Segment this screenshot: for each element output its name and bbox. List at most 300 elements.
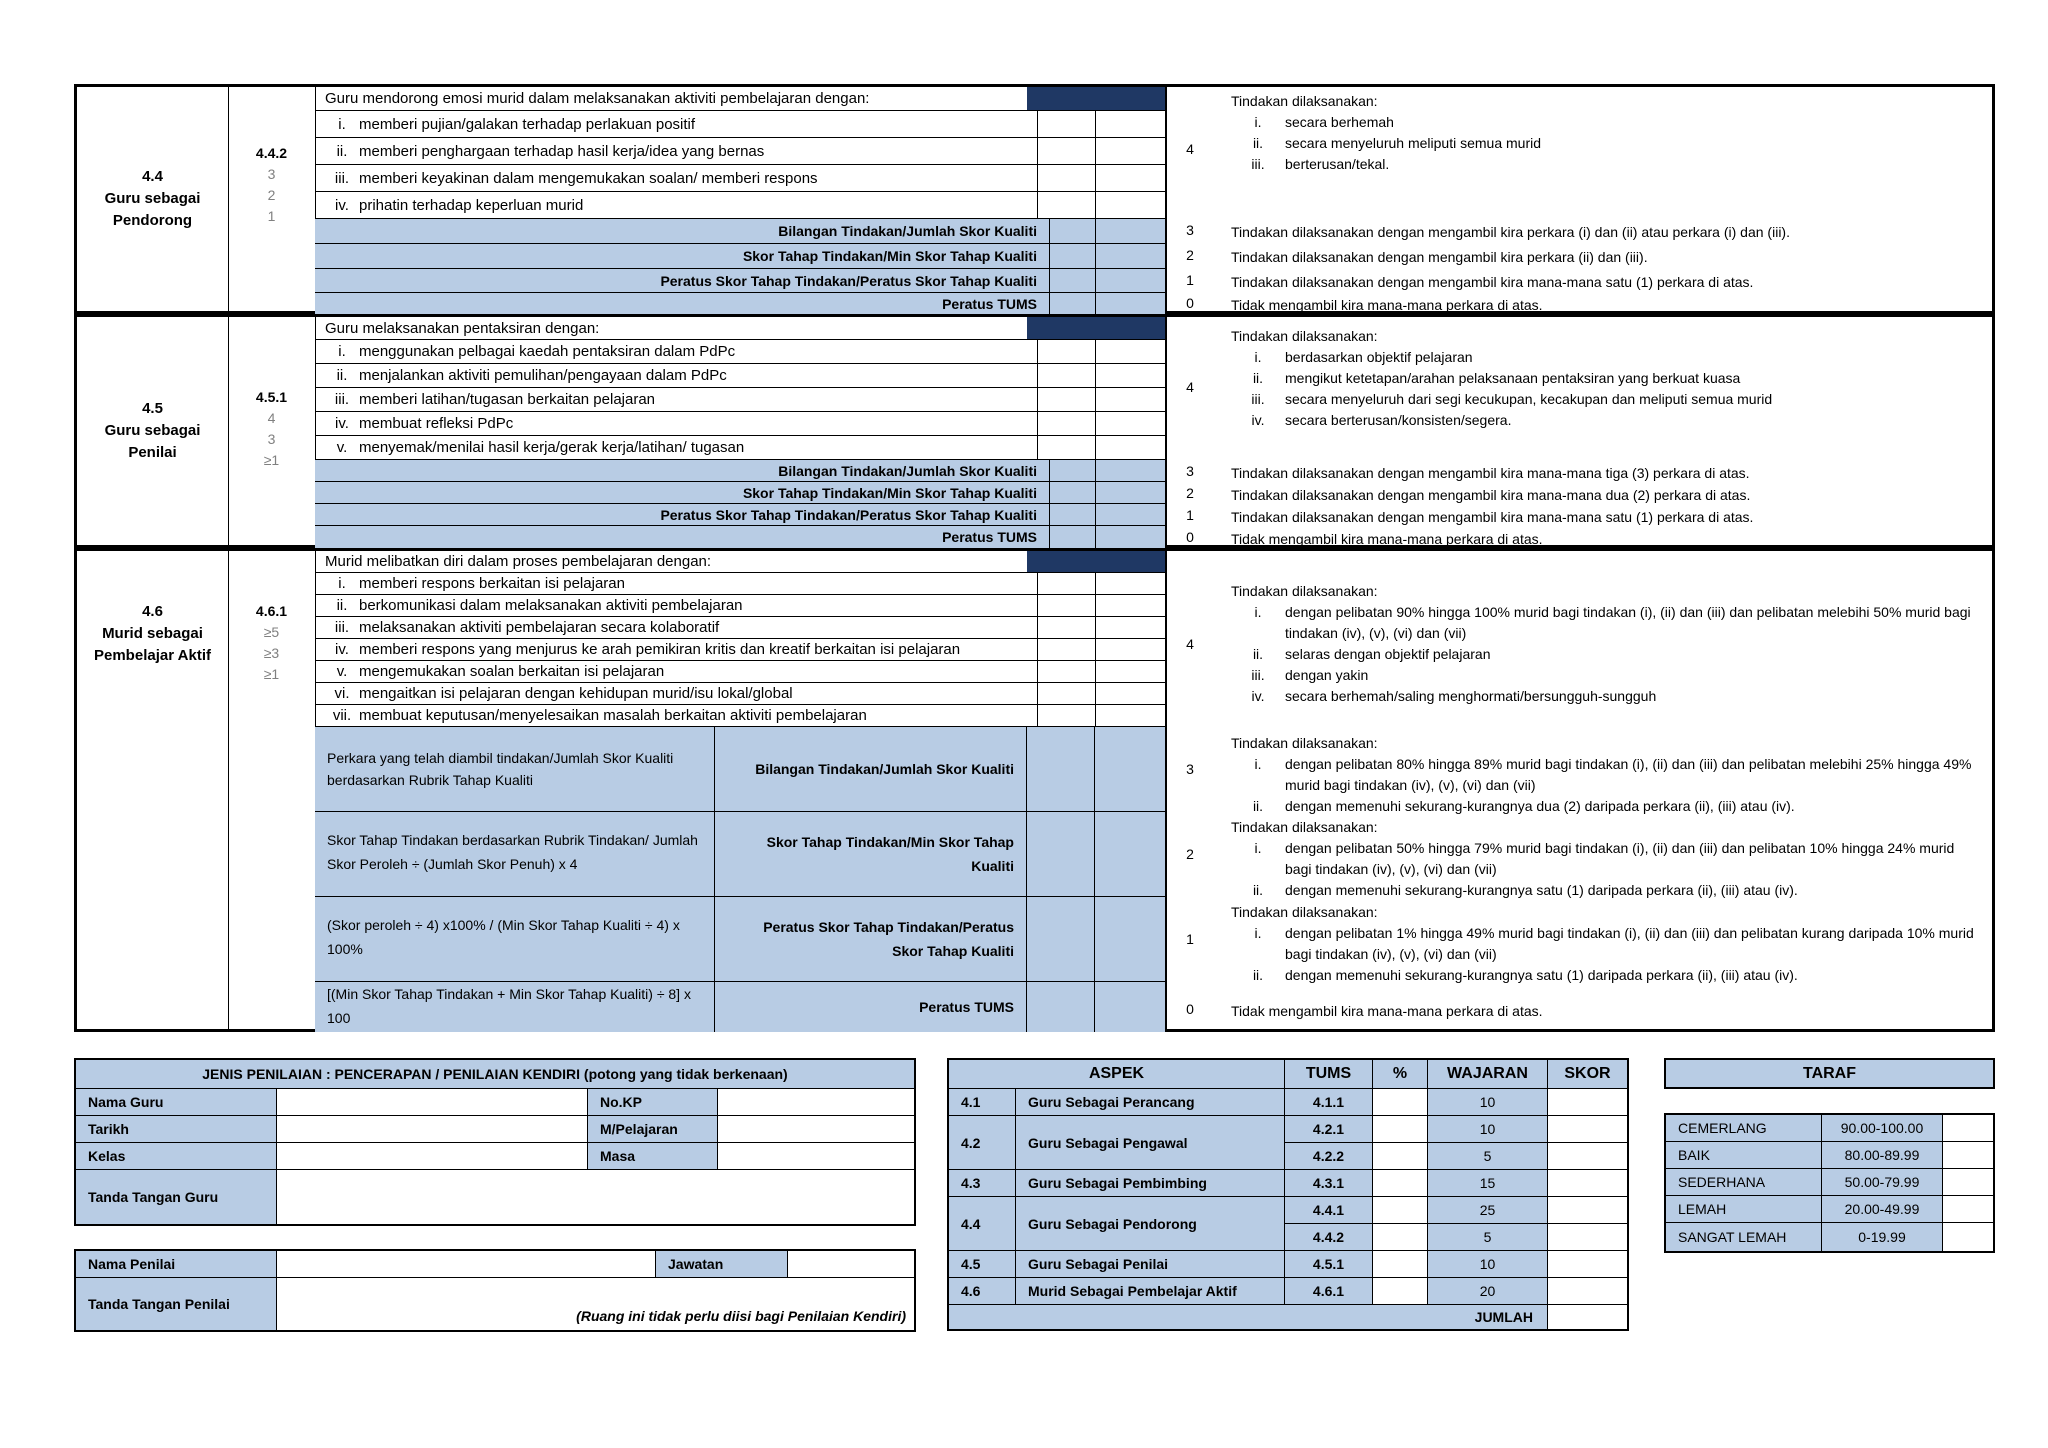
rubric-item-number: iii. — [1251, 156, 1265, 172]
rubric-item-number: i. — [1254, 114, 1262, 130]
aspect-code: 4.3 — [949, 1170, 1016, 1197]
criteria-row — [315, 192, 1165, 219]
criteria-number: iv. — [335, 415, 349, 432]
score-input-cell[interactable] — [1095, 111, 1165, 137]
rubric-item-text: secara menyeluruh dari segi kecukupan, kecakupan dan meliputi semua murid — [1285, 391, 1773, 407]
grade-range: 50.00-79.99 — [1822, 1169, 1943, 1196]
summary-cell[interactable] — [1027, 897, 1095, 982]
grade-mark-cell[interactable] — [1943, 1169, 1993, 1196]
rubric-level: 2 — [1186, 247, 1194, 263]
subject-field[interactable] — [718, 1116, 914, 1143]
rubric-level: 1 — [1186, 931, 1194, 947]
date-field[interactable] — [277, 1116, 588, 1143]
percent-cell[interactable] — [1373, 1170, 1428, 1197]
percent-cell[interactable] — [1373, 1251, 1428, 1278]
score-threshold: 2 — [267, 187, 276, 203]
tums-code: 4.2.2 — [1285, 1143, 1373, 1170]
rubric-description: Tindakan dilaksanakan dengan mengambil kira perkara (ii) dan (iii). — [1231, 249, 1648, 265]
rubric-item-number: ii. — [1252, 370, 1264, 386]
grade-name: SEDERHANA — [1666, 1169, 1822, 1196]
rubric-description: Tindakan dilaksanakan dengan mengambil kira perkara (i) dan (ii) atau perkara (i) dan (iii). — [1231, 224, 1790, 240]
weight-value: 5 — [1428, 1224, 1548, 1251]
weight-value: 10 — [1428, 1116, 1548, 1143]
score-cell[interactable] — [1548, 1197, 1627, 1224]
summary-cell[interactable] — [1027, 269, 1096, 292]
criteria-intro: Murid melibatkan diri dalam proses pembelajaran dengan: — [315, 551, 1038, 572]
grade-range: 90.00-100.00 — [1822, 1115, 1943, 1142]
criteria-row — [315, 639, 1165, 661]
rubric-item-text: secara berhemah — [1285, 114, 1394, 130]
score-input-cell[interactable] — [1095, 436, 1165, 459]
header-cell — [1095, 317, 1165, 339]
tums-code: 4.2.1 — [1285, 1116, 1373, 1143]
score-input-cell[interactable] — [1095, 165, 1165, 191]
summary-label: Skor Tahap Tindakan/Min Skor Tahap Kualiti — [315, 244, 1050, 268]
summary-cell[interactable] — [1095, 244, 1165, 268]
ic-number-label: No.KP — [588, 1089, 718, 1116]
criteria-row — [315, 573, 1165, 595]
assessor-info-box — [74, 1249, 916, 1332]
criteria-column — [315, 551, 1167, 1029]
rubric-item-text: selaras dengan objektif pelajaran — [1285, 646, 1491, 662]
summary-cell[interactable] — [1095, 812, 1165, 897]
summary-label: Peratus Skor Tahap Tindakan/Peratus Skor Tahap Kualiti — [315, 504, 1050, 525]
grade-range: 20.00-49.99 — [1822, 1196, 1943, 1223]
rubric-description: Tidak mengambil kira mana-mana perkara di atas. — [1231, 297, 1543, 313]
score-threshold: 3 — [267, 166, 276, 182]
header-cell — [1027, 317, 1096, 339]
percent-cell[interactable] — [1373, 1224, 1428, 1251]
aspect-code: 4.4 — [949, 1197, 1016, 1251]
rubric-item-text: secara berhemah/saling menghormati/bersungguh-sungguh — [1285, 688, 1657, 704]
tums-code: 4.6.1 — [1285, 1278, 1373, 1305]
criteria-text: melaksanakan aktiviti pembelajaran secara kolaboratif — [359, 619, 720, 636]
criteria-row — [315, 111, 1165, 138]
summary-row — [315, 244, 1165, 269]
score-input-cell[interactable] — [1027, 436, 1096, 459]
score-input-cell[interactable] — [1095, 617, 1165, 638]
summary-label: Bilangan Tindakan/Jumlah Skor Kualiti — [715, 727, 1027, 812]
summary-label: Skor Tahap Tindakan/Min Skor Tahap Kualiti — [715, 812, 1027, 897]
rubric-level: 1 — [1186, 507, 1194, 523]
summary-label: Peratus TUMS — [315, 526, 1050, 548]
rubric-item-number: ii. — [1252, 135, 1264, 151]
score-threshold: 1 — [267, 208, 276, 224]
summary-row — [315, 482, 1165, 504]
teacher-name-label: Nama Guru — [76, 1089, 277, 1116]
self-assessment-note: (Ruang ini tidak perlu diisi bagi Penilaian Kendiri) — [576, 1308, 906, 1324]
rubric-item-text: dengan yakin — [1285, 667, 1369, 683]
aspect-code: 4.2 — [949, 1116, 1016, 1170]
criteria-text: membuat refleksi PdPc — [359, 415, 514, 432]
summary-label: Bilangan Tindakan/Jumlah Skor Kualiti — [315, 219, 1050, 243]
competency-title: Pembelajar Aktif — [94, 647, 211, 664]
summary-cell[interactable] — [1095, 269, 1165, 292]
rubric-level: 4 — [1186, 379, 1194, 395]
percent-cell[interactable] — [1373, 1089, 1428, 1116]
criteria-column — [315, 87, 1167, 311]
criteria-text: mengaitkan isi pelajaran dengan kehidupan murid/isu lokal/global — [359, 685, 793, 702]
grade-mark-cell[interactable] — [1943, 1196, 1993, 1223]
score-input-cell[interactable] — [1027, 595, 1096, 616]
summary-cell[interactable] — [1095, 219, 1165, 243]
grade-mark-cell[interactable] — [1943, 1115, 1993, 1142]
criteria-text: memberi keyakinan dalam mengemukakan soalan/ memberi respons — [359, 169, 818, 187]
section-4-4 — [74, 84, 1995, 314]
item-code: 4.5.1 — [255, 389, 288, 405]
rubric-description — [1231, 581, 1982, 707]
score-cell[interactable] — [1548, 1116, 1627, 1143]
criteria-row — [315, 165, 1165, 192]
score-input-cell[interactable] — [1095, 705, 1165, 726]
score-input-cell[interactable] — [1027, 412, 1096, 435]
rubric-item-number: iv. — [1251, 412, 1265, 428]
rubric-level: 1 — [1186, 272, 1194, 288]
score-input-cell[interactable] — [1095, 639, 1165, 660]
summary-cell[interactable] — [1095, 526, 1165, 548]
criteria-text: memberi penghargaan terhadap hasil kerja/idea yang bernas — [359, 142, 765, 160]
rubric-heading: Tindakan dilaksanakan: — [1231, 819, 1378, 835]
score-threshold: ≥3 — [263, 645, 280, 661]
criteria-number: v. — [336, 663, 348, 680]
competency-code: 4.6 — [142, 603, 163, 620]
aspect-summary-table — [947, 1058, 1629, 1331]
criteria-intro: Guru melaksanakan pentaksiran dengan: — [315, 317, 1038, 339]
item-code: 4.4.2 — [255, 145, 288, 161]
competency-code: 4.4 — [142, 168, 163, 185]
score-input-cell[interactable] — [1095, 388, 1165, 411]
criteria-row — [315, 364, 1165, 388]
formula-note: Perkara yang telah diambil tindakan/Jumlah Skor Kualiti berdasarkan Rubrik Tahap Kualiti — [315, 727, 715, 812]
competency-cell — [77, 551, 229, 1029]
rubric-item-number: i. — [1254, 840, 1262, 856]
assessment-info-box — [74, 1058, 916, 1226]
rubric-level: 3 — [1186, 222, 1194, 238]
rubric-item-number: ii. — [1252, 646, 1264, 662]
assessment-type-title: JENIS PENILAIAN : PENCERAPAN / PENILAIAN KENDIRI (potong yang tidak berkenaan) — [76, 1060, 914, 1089]
criteria-number: i. — [338, 575, 346, 592]
grade-mark-cell[interactable] — [1943, 1142, 1993, 1169]
score-threshold: 3 — [267, 431, 276, 447]
score-threshold: ≥5 — [263, 624, 280, 640]
rubric-item-number: iii. — [1251, 667, 1265, 683]
weight-value: 25 — [1428, 1197, 1548, 1224]
score-cell[interactable] — [1548, 1278, 1627, 1305]
grade-name: SANGAT LEMAH — [1666, 1223, 1822, 1251]
aspect-name: Guru Sebagai Pengawal — [1016, 1116, 1285, 1170]
grade-name: BAIK — [1666, 1142, 1822, 1169]
criteria-number: ii. — [336, 597, 348, 614]
rubric-level: 0 — [1186, 529, 1194, 545]
rubric-item-text: berdasarkan objektif pelajaran — [1285, 349, 1473, 365]
criteria-number: iii. — [334, 391, 350, 408]
total-score-cell[interactable] — [1548, 1305, 1627, 1329]
rubric-item-text: dengan memenuhi sekurang-kurangnya satu (1) daripada perkara (ii), (iii) atau (iv). — [1285, 882, 1798, 898]
summary-label: Bilangan Tindakan/Jumlah Skor Kualiti — [315, 460, 1050, 481]
rubric-item-text: dengan pelibatan 1% hingga 49% murid bagi tindakan (i), (ii) dan (iii) dan pelibatan kurang daripada 10% murid bagi tindakan (iv), (v), (vi) dan (vii) — [1285, 925, 1974, 962]
summary-cell[interactable] — [1027, 982, 1095, 1032]
percent-cell[interactable] — [1373, 1278, 1428, 1305]
score-input-cell[interactable] — [1027, 111, 1096, 137]
rubric-item-number: ii. — [1252, 967, 1264, 983]
criteria-text: memberi pujian/galakan terhadap perlakuan positif — [359, 115, 696, 133]
rubric-item-text: secara berterusan/konsisten/segera. — [1285, 412, 1512, 428]
criteria-text: menyemak/menilai hasil kerja/gerak kerja/latihan/ tugasan — [359, 439, 745, 456]
score-input-cell[interactable] — [1027, 617, 1096, 638]
summary-cell[interactable] — [1027, 812, 1095, 897]
summary-cell[interactable] — [1027, 293, 1096, 314]
tums-code: 4.1.1 — [1285, 1089, 1373, 1116]
summary-row — [315, 460, 1165, 482]
subject-label: M/Pelajaran — [588, 1116, 718, 1143]
criteria-number: iii. — [334, 619, 350, 636]
rubric-description — [1231, 733, 1982, 817]
grade-table — [1664, 1113, 1995, 1253]
rubric-item-text: dengan pelibatan 50% hingga 79% murid bagi tindakan (i), (ii) dan (iii) dan pelibatan 10% hingga 24% murid bagi tindakan (iv), (v), (vi) dan (vii) — [1285, 840, 1955, 877]
time-field[interactable] — [718, 1143, 914, 1170]
grade-title: TARAF — [1666, 1060, 1993, 1087]
competency-title: Penilai — [128, 444, 177, 461]
criteria-number: iv. — [335, 641, 349, 658]
tums-code: 4.4.2 — [1285, 1224, 1373, 1251]
rubric-column — [1165, 87, 1992, 311]
criteria-row — [315, 138, 1165, 165]
grade-title-box — [1664, 1058, 1995, 1089]
grade-range: 80.00-89.99 — [1822, 1142, 1943, 1169]
rubric-heading: Tindakan dilaksanakan: — [1231, 735, 1378, 751]
rubric-level: 2 — [1186, 846, 1194, 862]
score-input-cell[interactable] — [1095, 573, 1165, 594]
rubric-item-number: ii. — [1252, 798, 1264, 814]
teacher-signature-label: Tanda Tangan Guru — [76, 1170, 277, 1224]
summary-block — [315, 727, 1165, 1032]
rubric-item-text: dengan memenuhi sekurang-kurangnya dua (2) daripada perkara (ii), (iii) atau (iv). — [1285, 798, 1795, 814]
rubric-column — [1165, 551, 1992, 1029]
total-label: JUMLAH — [949, 1305, 1548, 1329]
summary-cell[interactable] — [1095, 982, 1165, 1032]
rubric-item-text: berterusan/tekal. — [1285, 156, 1390, 172]
criteria-row — [315, 617, 1165, 639]
competency-code: 4.5 — [142, 400, 163, 417]
rubric-description: Tidak mengambil kira mana-mana perkara di atas. — [1231, 1003, 1543, 1019]
score-input-cell[interactable] — [1027, 705, 1096, 726]
score-input-cell[interactable] — [1095, 138, 1165, 164]
teacher-signature-field[interactable] — [277, 1170, 914, 1224]
summary-row — [315, 293, 1165, 314]
criteria-number: vi. — [334, 685, 350, 702]
criteria-column — [315, 317, 1167, 545]
percent-cell[interactable] — [1373, 1197, 1428, 1224]
criteria-intro-row — [315, 317, 1165, 340]
teacher-name-field[interactable] — [277, 1089, 588, 1116]
class-label: Kelas — [76, 1143, 277, 1170]
score-cell[interactable] — [1548, 1170, 1627, 1197]
score-input-cell[interactable] — [1027, 639, 1096, 660]
score-input-cell[interactable] — [1027, 388, 1096, 411]
summary-label: Peratus TUMS — [715, 982, 1027, 1032]
grade-name: CEMERLANG — [1666, 1115, 1822, 1142]
score-cell[interactable] — [1548, 1143, 1627, 1170]
score-input-cell[interactable] — [1095, 412, 1165, 435]
rubric-level: 2 — [1186, 485, 1194, 501]
summary-cell[interactable] — [1095, 460, 1165, 481]
weight-value: 5 — [1428, 1143, 1548, 1170]
summary-cell[interactable] — [1027, 244, 1096, 268]
score-input-cell[interactable] — [1095, 340, 1165, 363]
weight-value: 10 — [1428, 1251, 1548, 1278]
criteria-row — [315, 412, 1165, 436]
date-label: Tarikh — [76, 1116, 277, 1143]
rubric-description: Tindakan dilaksanakan dengan mengambil kira mana-mana satu (1) perkara di atas. — [1231, 509, 1754, 525]
weight-value: 10 — [1428, 1089, 1548, 1116]
rubric-level: 3 — [1186, 463, 1194, 479]
aspect-name: Guru Sebagai Penilai — [1016, 1251, 1285, 1278]
header-cell — [1027, 87, 1096, 110]
percent-header: % — [1373, 1060, 1428, 1089]
score-input-cell[interactable] — [1095, 661, 1165, 682]
summary-cell[interactable] — [1027, 460, 1096, 481]
summary-cell[interactable] — [1095, 727, 1165, 812]
aspect-code: 4.1 — [949, 1089, 1016, 1116]
criteria-intro-row — [315, 87, 1165, 111]
summary-cell[interactable] — [1095, 482, 1165, 503]
competency-title: Murid sebagai — [102, 625, 203, 642]
aspect-name: Guru Sebagai Pembimbing — [1016, 1170, 1285, 1197]
score-input-cell[interactable] — [1027, 683, 1096, 704]
criteria-number: v. — [336, 439, 348, 456]
rubric-heading: Tindakan dilaksanakan: — [1231, 904, 1378, 920]
rubric-description: Tidak mengambil kira mana-mana perkara di atas. — [1231, 531, 1543, 547]
criteria-text: berkomunikasi dalam melaksanakan aktiviti pembelajaran — [359, 597, 743, 614]
competency-title: Guru sebagai — [104, 422, 201, 439]
tums-code: 4.4.1 — [1285, 1197, 1373, 1224]
competency-title: Pendorong — [112, 212, 193, 229]
score-input-cell[interactable] — [1095, 364, 1165, 387]
criteria-text: membuat keputusan/menyelesaikan masalah berkaitan aktiviti pembelajaran — [359, 707, 867, 724]
summary-cell[interactable] — [1095, 504, 1165, 525]
rubric-item-text: dengan memenuhi sekurang-kurangnya satu (1) daripada perkara (ii), (iii) atau (iv). — [1285, 967, 1798, 983]
summary-cell[interactable] — [1027, 482, 1096, 503]
rubric-level: 3 — [1186, 761, 1194, 777]
summary-cell[interactable] — [1027, 727, 1095, 812]
rubric-item-number: i. — [1254, 756, 1262, 772]
criteria-text: prihatin terhadap keperluan murid — [359, 196, 584, 214]
criteria-row — [315, 436, 1165, 460]
assessor-name-label: Nama Penilai — [76, 1251, 277, 1278]
formula-note: (Skor peroleh ÷ 4) x100% / (Min Skor Tahap Kualiti ÷ 4) x 100% — [315, 897, 715, 982]
criteria-number: iv. — [335, 196, 349, 214]
position-field[interactable] — [788, 1251, 914, 1278]
assessor-name-field[interactable] — [277, 1251, 656, 1278]
score-input-cell[interactable] — [1027, 192, 1096, 218]
criteria-text: memberi respons berkaitan isi pelajaran — [359, 575, 625, 592]
rubric-column — [1165, 317, 1992, 545]
aspect-code: 4.5 — [949, 1251, 1016, 1278]
summary-cell[interactable] — [1027, 526, 1096, 548]
grade-range: 0-19.99 — [1822, 1223, 1943, 1251]
criteria-row — [315, 340, 1165, 364]
percent-cell[interactable] — [1373, 1116, 1428, 1143]
summary-label: Peratus Skor Tahap Tindakan/Peratus Skor Tahap Kualiti — [315, 269, 1050, 292]
score-input-cell[interactable] — [1027, 364, 1096, 387]
aspect-name: Murid Sebagai Pembelajar Aktif — [1016, 1278, 1285, 1305]
rubric-item-number: i. — [1254, 604, 1262, 620]
score-cell[interactable] — [1548, 1251, 1627, 1278]
score-threshold: ≥1 — [263, 452, 280, 468]
rubric-description — [1231, 817, 1982, 901]
summary-cell[interactable] — [1027, 504, 1096, 525]
criteria-number: iii. — [334, 169, 350, 187]
criteria-text: memberi respons yang menjurus ke arah pemikiran kritis dan kreatif berkaitan isi pelajaran — [359, 641, 961, 658]
summary-cell[interactable] — [1027, 219, 1096, 243]
rubric-level: 0 — [1186, 1001, 1194, 1017]
competency-title: Guru sebagai — [104, 190, 201, 207]
summary-label: Skor Tahap Tindakan/Min Skor Tahap Kualiti — [315, 482, 1050, 503]
ic-number-field[interactable] — [718, 1089, 914, 1116]
rubric-item-text: mengikut ketetapan/arahan pelaksanaan pentaksiran yang berkuat kuasa — [1285, 370, 1741, 386]
rubric-description: Tindakan dilaksanakan dengan mengambil kira mana-mana dua (2) perkara di atas. — [1231, 487, 1751, 503]
score-threshold: ≥1 — [263, 666, 280, 682]
rubric-item-number: i. — [1254, 349, 1262, 365]
score-input-cell[interactable] — [1027, 661, 1096, 682]
rubric-item-number: iv. — [1251, 688, 1265, 704]
class-field[interactable] — [277, 1143, 588, 1170]
score-input-cell[interactable] — [1095, 595, 1165, 616]
aspect-name: Guru Sebagai Pendorong — [1016, 1197, 1285, 1251]
score-input-cell[interactable] — [1027, 573, 1096, 594]
grade-mark-cell[interactable] — [1943, 1223, 1993, 1251]
weight-value: 20 — [1428, 1278, 1548, 1305]
formula-note: [(Min Skor Tahap Tindakan + Min Skor Tahap Kualiti) ÷ 8] x 100 — [315, 982, 715, 1032]
rubric-description: Tindakan dilaksanakan dengan mengambil kira mana-mana satu (1) perkara di atas. — [1231, 274, 1754, 290]
section-4-6 — [74, 548, 1995, 1032]
assessor-signature-field[interactable] — [277, 1278, 914, 1330]
tums-header: TUMS — [1285, 1060, 1373, 1089]
aspect-name: Guru Sebagai Perancang — [1016, 1089, 1285, 1116]
tums-code: 4.5.1 — [1285, 1251, 1373, 1278]
item-code-cell — [228, 317, 316, 545]
position-label: Jawatan — [656, 1251, 788, 1278]
score-input-cell[interactable] — [1027, 138, 1096, 164]
percent-cell[interactable] — [1373, 1143, 1428, 1170]
aspect-code: 4.6 — [949, 1278, 1016, 1305]
criteria-text: mengemukakan soalan berkaitan isi pelajaran — [359, 663, 665, 680]
grade-name: LEMAH — [1666, 1196, 1822, 1223]
score-threshold: 4 — [267, 410, 276, 426]
score-input-cell[interactable] — [1027, 340, 1096, 363]
criteria-number: i. — [338, 343, 346, 360]
score-input-cell[interactable] — [1027, 165, 1096, 191]
criteria-intro-row — [315, 551, 1165, 573]
summary-cell[interactable] — [1095, 293, 1165, 314]
rubric-description — [1231, 902, 1982, 986]
rubric-heading: Tindakan dilaksanakan: — [1231, 583, 1378, 599]
score-input-cell[interactable] — [1095, 192, 1165, 218]
item-code: 4.6.1 — [255, 603, 288, 619]
weight-value: 15 — [1428, 1170, 1548, 1197]
criteria-number: ii. — [336, 367, 348, 384]
time-label: Masa — [588, 1143, 718, 1170]
criteria-row — [315, 683, 1165, 705]
summary-cell[interactable] — [1095, 897, 1165, 982]
rubric-heading: Tindakan dilaksanakan: — [1231, 328, 1378, 344]
rubric-item-number: ii. — [1252, 882, 1264, 898]
score-cell[interactable] — [1548, 1224, 1627, 1251]
criteria-number: ii. — [336, 142, 348, 160]
score-input-cell[interactable] — [1095, 683, 1165, 704]
score-cell[interactable] — [1548, 1089, 1627, 1116]
weight-header: WAJARAN — [1428, 1060, 1548, 1089]
